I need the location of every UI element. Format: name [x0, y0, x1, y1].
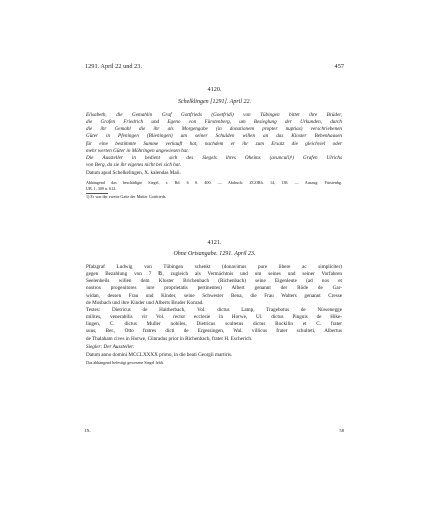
- page-footer: [85, 428, 344, 433]
- doc1-summary-line: die ihr Gemahl die ihr als Morgengabe (in donationem propter nuptias) verschriebenen: [86, 126, 342, 133]
- doc1-summary-line: mehr werten Güter in Möhringen angewiesen hat.: [86, 147, 189, 154]
- doc2-witness-line: lingen, C. dictus Muller nobiles, Dietricus scultetus dictus Bockilin et C. frater: [86, 321, 342, 328]
- doc2-sealer-line: Siegler: Der Aussteller.: [86, 344, 135, 350]
- doc1-sealers: [86, 155, 342, 169]
- sheet-number: 58: [339, 428, 344, 433]
- doc2-sealer: [86, 344, 342, 351]
- doc1-datum: [86, 170, 342, 177]
- doc1-summary-line: Güter in Pfeningen (Blieningen) um seiner Schulden willen an das Kloster Bebenhausen: [86, 133, 342, 140]
- doc2-witnesses: [86, 307, 342, 343]
- doc2-witness-line: de Thalaham cives in Horwe, Cünradus prior in Richenbach, frater H. Escherich.: [86, 335, 253, 342]
- doc1-notes: [86, 180, 342, 192]
- doc1-sealers-line: von Berg, da sie ihr eigenes nicht bei sich hat.: [86, 162, 182, 169]
- doc2-note: [86, 360, 342, 366]
- doc1-summary-line: Elisabeth, die Gemahlin Graf Gottfrieds (Goetfridi) von Tübingen bittet ihre Brüder,: [86, 112, 342, 118]
- doc2-body-line: gegen Bezahlung von 7 ℔, zugleich als Vermächtnis und um seines und seiner Vorfahren: [86, 271, 342, 278]
- doc2-body-line: nostros progenitores iure proprietatis pertinentes) Albert genannt der Röde de Gar-: [86, 285, 342, 292]
- doc2-note-line: Das abhängend befestigt gewesene Siegel fehlt.: [86, 360, 164, 365]
- page-number: 457: [334, 63, 344, 70]
- doc1-number: 4120.: [207, 86, 222, 93]
- doc2-body-line: widan, dessen Frau und Kinder, seine Schwester Bena, die Frau Walters genannt Cresse: [86, 292, 342, 299]
- signature-mark: IX.: [85, 428, 91, 433]
- doc1-footnote-line: 1) Er war der zweite Gatte der Mutter Gottfrieds.: [86, 194, 167, 199]
- doc1-sealers-line: Die Aussteller in bedient sich des Siegels ihres Oheims (avunculi)¹) Grafen Ulrichs: [86, 155, 342, 161]
- doc2-body: [86, 264, 342, 307]
- doc1-footnote: [86, 194, 342, 200]
- doc1-note-line: Abhängend das beschädigte Siegel, s. Bd. 6 S. 400. — Abdruck: ZGORh. 14, 138. — Auszug: Fürstenbg.: [86, 180, 342, 185]
- doc1-summary-line: für eine bestimmte Summe verkauft hat, nachdem er ihr zum Ersatz die gleichviel oder: [86, 140, 342, 147]
- doc2-title: Ohne Ortsangabe. 1291. April 23.: [173, 251, 256, 257]
- doc1-summary-line: die Grafen Friedrich und Egeno von Fürstenberg, um Besieglung der Urkunden, durch: [86, 119, 342, 126]
- doc2-datum-line: Datum anno domini MCCLXXXX primo, in die beati Georgii martiris.: [86, 352, 233, 358]
- doc2-datum: [86, 352, 342, 359]
- doc2-body-line: Pfalzgraf Ludwig von Tübingen schenkt (donavimus pure libere ac simpliciter): [86, 264, 342, 270]
- header-date: 1291. April 22 und 23.: [85, 63, 143, 70]
- doc2-number: 4121.: [207, 239, 222, 246]
- doc2-witness-line: suus, Ber., Otto fratres dicti de Ergessingen, Wal. villicus frater schulteti, Albertus: [86, 328, 342, 335]
- doc2-witness-line: Testes: Dietricus de Haitherbach, Vol. dictus Lamp, Tragebotus de Nüwenegge: [86, 307, 342, 313]
- doc2-witness-line: milites, venerabilis vir Vol. rector ecclesie in Horwe, Ül. dictus Pinguis de Hike-: [86, 314, 342, 321]
- doc2-body-line: de Mosbach und ihre Kinder und Alberts Bruder Konrad.: [86, 299, 204, 306]
- running-header: [85, 63, 344, 70]
- doc1-note-line: UB. 1, 309 n. 612.: [86, 186, 117, 191]
- doc1-datum-line: Datum apud Schelkelingen, X. kalendas Maii.: [86, 170, 181, 176]
- doc2-body-line: Seelenheils willen dem Kloster Brichenbach (Richenbach) seine Eigenleute (ad nos et: [86, 278, 342, 285]
- doc1-title: Schelklingen [1291]. April 22.: [177, 99, 252, 105]
- doc1-summary: [86, 112, 342, 155]
